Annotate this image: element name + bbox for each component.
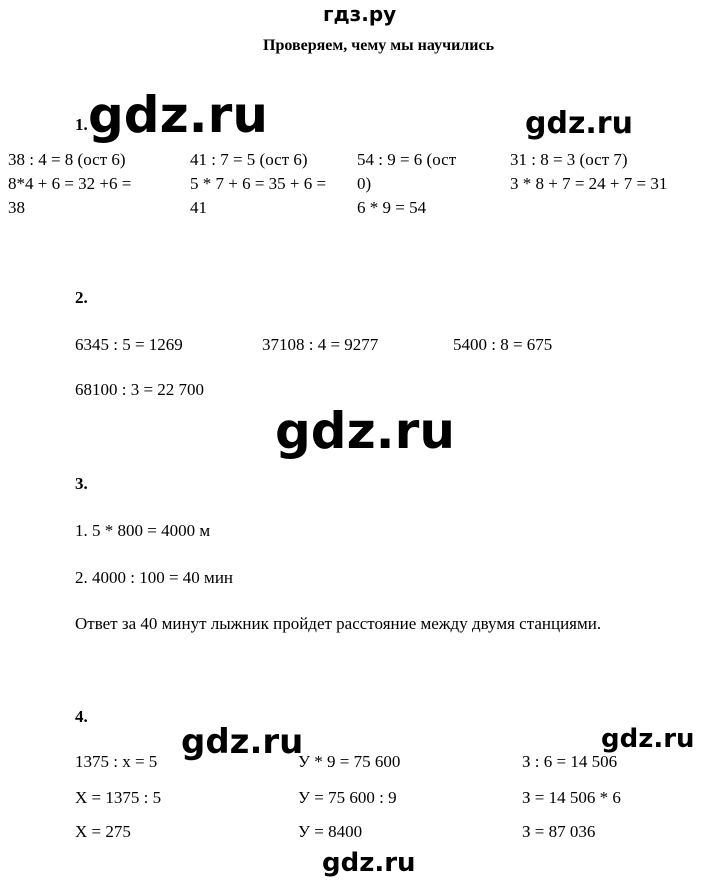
task-2-equation: 6345 : 5 = 1269 <box>75 335 183 354</box>
task-1-line: 54 : 9 = 6 (ост <box>357 150 457 169</box>
task-1-line: 3 * 8 + 7 = 24 + 7 = 31 <box>510 174 668 193</box>
task-2-number: 2. <box>75 288 88 307</box>
watermark: gdz.ru <box>601 724 695 754</box>
task-4-equation: Х = 1375 : 5 <box>75 788 162 807</box>
watermark: gdz.ru <box>88 86 268 144</box>
task-4-equation: Х = 275 <box>75 822 131 841</box>
task-1-line: 5 * 7 + 6 = 35 + 6 = <box>190 174 327 193</box>
task-4-equation: 1375 : х = 5 <box>75 752 158 771</box>
page-title: Проверяем, чему мы научились <box>263 37 495 54</box>
task-2-equation: 68100 : 3 = 22 700 <box>75 380 205 399</box>
task-1-column <box>510 148 667 196</box>
task-3-step: 1. 5 * 800 = 4000 м <box>75 521 211 540</box>
task-1-line: 8*4 + 6 = 32 +6 = <box>8 174 132 193</box>
task-4-equation: У * 9 = 75 600 <box>298 752 401 771</box>
task-2-equation: 5400 : 8 = 675 <box>453 335 553 354</box>
task-1-line: 0) <box>357 174 372 193</box>
task-1-line: 38 <box>8 198 25 217</box>
task-1-line: 6 * 9 = 54 <box>357 198 427 217</box>
watermark: gdz.ru <box>525 106 633 141</box>
task-4-number: 4. <box>75 707 88 726</box>
task-1-number: 1. <box>75 115 88 134</box>
task-4-equation: З = 87 036 <box>522 822 596 841</box>
task-3-number: 3. <box>75 474 88 493</box>
task-3-answer: Ответ за 40 минут лыжник пройдет расстояние между двумя станциями. <box>75 614 602 633</box>
task-1-column <box>190 148 326 220</box>
watermark: gdz.ru <box>275 402 455 460</box>
task-4-equation: З : 6 = 14 506 <box>522 752 618 771</box>
task-4-equation: З = 14 506 * 6 <box>522 788 621 807</box>
task-4-equation: У = 75 600 : 9 <box>298 788 397 807</box>
task-3-step: 2. 4000 : 100 = 40 мин <box>75 568 234 587</box>
task-2-equation: 37108 : 4 = 9277 <box>262 335 379 354</box>
task-1-column <box>8 148 131 220</box>
task-4-equation: У = 8400 <box>298 822 363 841</box>
watermark: gdz.ru <box>322 848 416 878</box>
task-1-line: 41 <box>190 198 207 217</box>
task-1-line: 31 : 8 = 3 (ост 7) <box>510 150 628 169</box>
task-1-line: 41 : 7 = 5 (ост 6) <box>190 150 308 169</box>
task-1-line: 38 : 4 = 8 (ост 6) <box>8 150 126 169</box>
site-header: гдз.ру <box>323 2 397 26</box>
watermark: gdz.ru <box>181 722 304 762</box>
task-1-column <box>357 148 456 220</box>
